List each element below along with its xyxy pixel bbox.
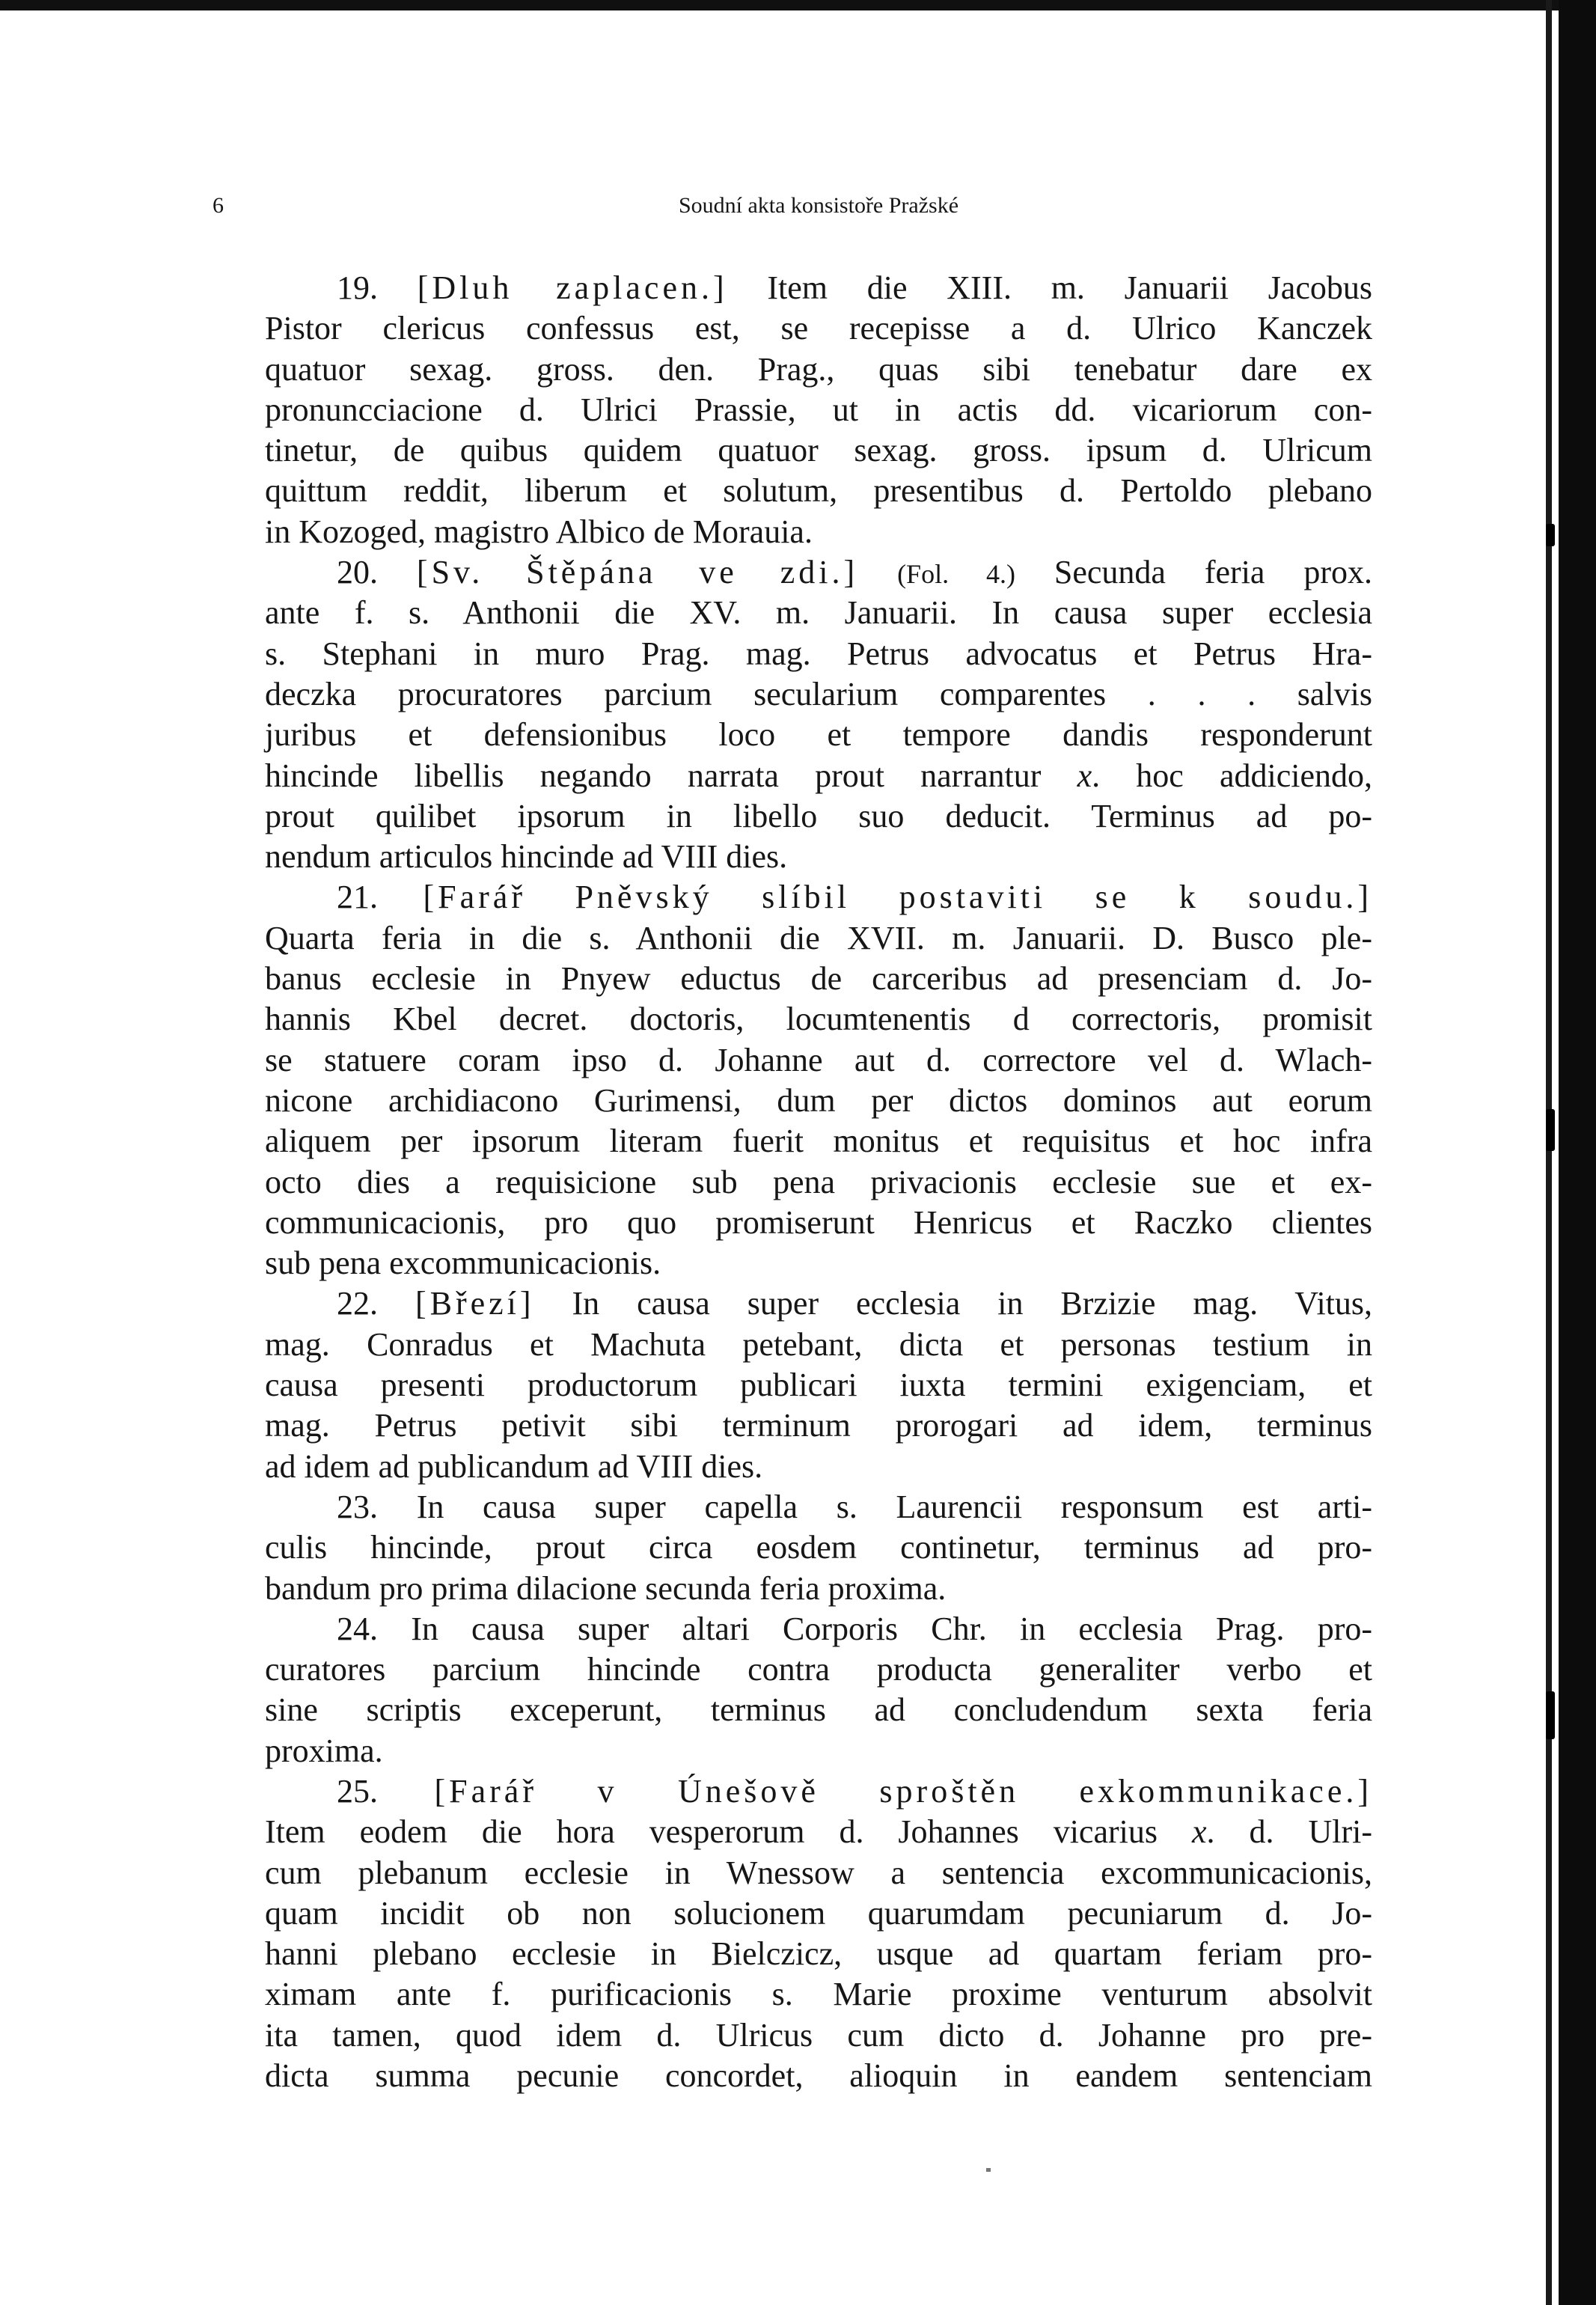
- text-line: [265, 959, 1372, 999]
- text-run: Quarta feria in die s. Anthonii die XVII. m. Januarii. D. Busco ple-: [265, 919, 1372, 956]
- text-run: pronuncciacione d. Ulrici Prassie, ut in actis dd. vicariorum con-: [265, 391, 1372, 428]
- edge-mark: [1546, 1109, 1555, 1151]
- text-run: quatuor sexag. gross. den. Prag., quas sibi tenebatur dare ex: [265, 350, 1372, 388]
- text-run: (Fol. 4.): [897, 559, 1015, 590]
- text-run: cum plebanum ecclesie in Wnessow a sentencia excommunicacionis,: [265, 1854, 1372, 1891]
- edge-mark: [1546, 1691, 1555, 1739]
- text-line: [265, 1081, 1372, 1121]
- text-line: [265, 1731, 1372, 1771]
- text-line: [265, 1812, 1372, 1852]
- text-line: [265, 715, 1372, 755]
- text-run: mag. Petrus petivit sibi terminum prorogari ad idem, terminus: [265, 1407, 1372, 1444]
- text-run: sine scriptis exceperunt, terminus ad concludendum sexta feria: [265, 1691, 1372, 1729]
- text-run: ita tamen, quod idem d. Ulricus cum dicto d. Johanne pro pre-: [265, 2016, 1372, 2054]
- marginal-heading: [Farář Pněvský slíbil postaviti se k soudu.]: [423, 879, 1372, 916]
- text-run: deczka procuratores parcium secularium comparentes . . . salvis: [265, 675, 1372, 712]
- text-run: ximam ante f. purificacionis s. Marie proxime venturum absolvit: [265, 1976, 1372, 2013]
- marginal-heading: [Dluh zaplacen.]: [417, 269, 728, 306]
- text-run: 20.: [337, 554, 417, 591]
- text-run: [858, 554, 897, 590]
- text-line: [265, 1243, 1372, 1283]
- text-run: In causa super ecclesia in Brzizie mag. Vitus,: [534, 1285, 1373, 1322]
- text-run: nendum articulos hincinde ad VIII dies.: [265, 838, 788, 876]
- text-line: [265, 1934, 1372, 1974]
- text-run: Secunda feria prox.: [1015, 554, 1373, 591]
- text-line: [265, 1527, 1372, 1568]
- text-run: 25.: [337, 1772, 435, 1810]
- text-line: [265, 756, 1372, 796]
- text-line: [265, 268, 1372, 308]
- text-line: [265, 1405, 1372, 1446]
- text-run: s. Stephani in muro Prag. mag. Petrus advocatus et Petrus Hra-: [265, 635, 1372, 672]
- text-line: [265, 796, 1372, 837]
- running-title: Soudní akta konsistoře Pražské: [678, 193, 959, 218]
- text-run: hincinde libellis negando narrata prout narrantur: [265, 757, 1077, 794]
- text-line: [265, 512, 1372, 552]
- text-run: 23. In causa super capella s. Laurencii responsum est arti-: [337, 1488, 1372, 1525]
- text-line: [265, 471, 1372, 511]
- text-run: bandum pro prima dilacione secunda feria proxima.: [265, 1569, 947, 1607]
- text-line: [265, 1569, 1372, 1609]
- text-line: [265, 1040, 1372, 1081]
- text-line: [265, 837, 1372, 877]
- text-line: [265, 634, 1372, 674]
- text-line: [265, 2056, 1372, 2096]
- marginal-heading: [Farář v Únešově sproštěn exkommunikace.]: [434, 1772, 1373, 1810]
- text-line: [265, 308, 1372, 349]
- text-run: proxima.: [265, 1732, 383, 1769]
- text-run: in Kozoged, magistro Albico de Morauia.: [265, 513, 813, 550]
- text-run: prout quilibet ipsorum in libello suo deducit. Terminus ad po-: [265, 797, 1372, 834]
- text-run: se statuere coram ipso d. Johanne aut d. correctore vel d. Wlach-: [265, 1041, 1372, 1078]
- text-run: quam incidit ob non solucionem quarumdam pecuniarum d. Jo-: [265, 1894, 1372, 1932]
- text-run: quittum reddit, liberum et solutum, presentibus d. Pertoldo plebano: [265, 472, 1372, 510]
- text-line: [265, 1974, 1372, 2015]
- text-run: tinetur, de quibus quidem quatuor sexag. gross. ipsum d. Ulricum: [265, 432, 1372, 469]
- text-line: [265, 1325, 1372, 1365]
- text-line: [265, 918, 1372, 959]
- print-speck: [986, 2168, 991, 2172]
- text-run: aliquem per ipsorum literam fuerit monitus et requisitus et hoc infra: [265, 1123, 1372, 1160]
- text-line: [265, 1649, 1372, 1690]
- text-line: [265, 1447, 1372, 1487]
- text-line: [265, 1771, 1372, 1812]
- text-line: [265, 877, 1372, 918]
- text-run: dicta summa pecunie concordet, alioquin in eandem sentenciam: [265, 2057, 1372, 2095]
- text-run: 21.: [337, 879, 424, 916]
- text-run: 19.: [337, 269, 418, 306]
- text-line: [265, 1487, 1372, 1527]
- text-line: [265, 2015, 1372, 2056]
- text-run: communicacionis, pro quo promiserunt Henricus et Raczko clientes: [265, 1203, 1372, 1241]
- marginal-heading: [Sv. Štěpána ve zdi.]: [416, 554, 859, 591]
- text-line: [265, 552, 1372, 593]
- text-run: 22.: [337, 1285, 415, 1322]
- text-run: ad idem ad publicandum ad VIII dies.: [265, 1447, 763, 1485]
- text-line: [265, 1365, 1372, 1405]
- text-run: Pistor clericus confessus est, se recepisse a d. Ulrico Kanczek: [265, 310, 1372, 347]
- text-run: . hoc addiciendo,: [1092, 757, 1372, 794]
- text-line: [265, 390, 1372, 430]
- text-line: [265, 1893, 1372, 1934]
- text-line: [265, 1853, 1372, 1893]
- text-line: [265, 430, 1372, 471]
- edge-mark: [1546, 524, 1555, 546]
- page-header: [213, 193, 1377, 223]
- text-line: [265, 349, 1372, 390]
- text-line: [265, 1121, 1372, 1161]
- text-line: [265, 1609, 1372, 1649]
- text-run: . d. Ulri-: [1206, 1813, 1373, 1851]
- text-run: sub pena excommunicacionis.: [265, 1245, 661, 1282]
- page-top-border: [0, 0, 1596, 10]
- text-run: juribus et defensionibus loco et tempore dandis responderunt: [265, 716, 1372, 754]
- body-text: [265, 268, 1372, 2096]
- text-run: Item eodem die hora vesperorum d. Johannes vicarius: [265, 1813, 1192, 1851]
- text-run: causa presenti productorum publicari iuxta termini exigenciam, et: [265, 1367, 1372, 1404]
- text-run: x: [1191, 1813, 1207, 1851]
- text-run: nicone archidiacono Gurimensi, dum per dictos dominos aut eorum: [265, 1081, 1372, 1119]
- page-right-border: [1559, 0, 1596, 2305]
- text-run: hannis Kbel decret. doctoris, locumtenentis d correctoris, promisit: [265, 1001, 1372, 1038]
- text-line: [265, 674, 1372, 715]
- text-run: hanni plebano ecclesie in Bielczicz, usque ad quartam feriam pro-: [265, 1935, 1372, 1973]
- text-line: [265, 1162, 1372, 1203]
- marginal-heading: [Březí]: [415, 1285, 535, 1322]
- text-line: [265, 999, 1372, 1039]
- text-run: 24. In causa super altari Corporis Chr. in ecclesia Prag. pro-: [337, 1610, 1372, 1647]
- text-run: x: [1077, 757, 1092, 794]
- text-run: culis hincinde, prout circa eosdem continetur, terminus ad pro-: [265, 1529, 1372, 1566]
- text-line: [265, 1283, 1372, 1324]
- text-run: Item die XIII. m. Januarii Jacobus: [727, 269, 1372, 306]
- text-line: [265, 593, 1372, 633]
- page-number: 6: [213, 193, 224, 218]
- text-run: banus ecclesie in Pnyew eductus de carceribus ad presenciam d. Jo-: [265, 960, 1372, 998]
- page-edge-line: [1546, 0, 1552, 2305]
- text-run: mag. Conradus et Machuta petebant, dicta et personas testium in: [265, 1325, 1372, 1363]
- text-line: [265, 1203, 1372, 1243]
- text-run: curatores parcium hincinde contra producta generaliter verbo et: [265, 1651, 1372, 1688]
- text-line: [265, 1690, 1372, 1730]
- text-run: ante f. s. Anthonii die XV. m. Januarii. In causa super ecclesia: [265, 594, 1372, 632]
- text-run: octo dies a requisicione sub pena privacionis ecclesie sue et ex-: [265, 1163, 1372, 1200]
